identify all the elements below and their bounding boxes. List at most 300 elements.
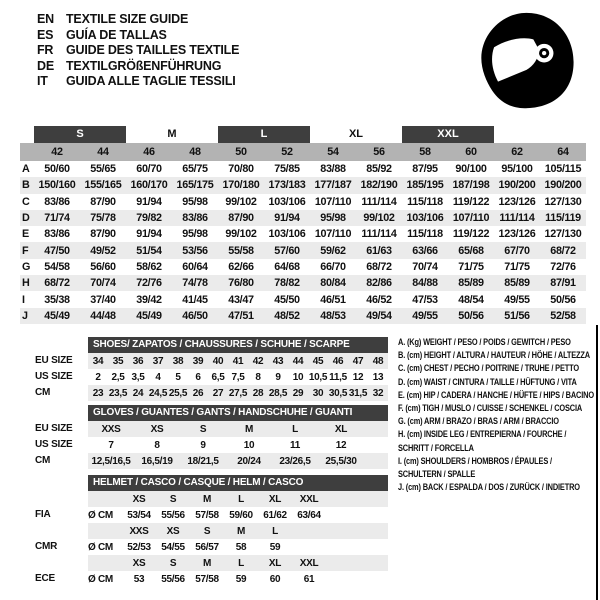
row-label-spacer xyxy=(20,523,88,539)
measurement-value: 91/94 xyxy=(136,228,162,241)
row-label-spacer xyxy=(20,491,88,507)
size-value: 34 xyxy=(92,355,104,367)
measurement-value: 103/106 xyxy=(268,228,306,241)
diameter-unit: Ø CM xyxy=(88,573,113,585)
row-label-spacer xyxy=(20,555,88,571)
legend-line: E. (cm) HIP / CADERA / HANCHE / HÜFTE / HIPS / BACINO xyxy=(398,389,594,401)
measurement-value: 53/56 xyxy=(182,244,208,257)
section-title-row xyxy=(20,475,388,491)
measurement-value: 65/68 xyxy=(458,244,484,257)
measurement-row xyxy=(20,291,586,307)
legend-entry xyxy=(398,376,594,389)
measurement-value: 49/54 xyxy=(366,309,392,322)
row-letter: J xyxy=(22,309,28,322)
measurement-value: 70/80 xyxy=(228,163,254,176)
language-row xyxy=(37,74,239,90)
size-group-label: M xyxy=(167,128,177,140)
size-value: 9 xyxy=(200,439,206,451)
helmet-value-row xyxy=(20,539,388,555)
row-letter: C xyxy=(22,195,30,208)
size-value: 46 xyxy=(332,355,344,367)
size-number: 46 xyxy=(143,146,155,158)
measurement-value: 68/72 xyxy=(550,244,576,257)
measurement-value: 123/126 xyxy=(498,195,536,208)
helmet-size: M xyxy=(236,525,246,537)
size-value: 16,5/19 xyxy=(141,455,173,467)
measurement-value: 50/56 xyxy=(550,293,576,306)
size-value: 11 xyxy=(290,439,300,451)
size-value: 11,5 xyxy=(329,371,347,383)
section-title: SHOES/ ZAPATOS / CHAUSSURES / SCHUHE / SCARPE xyxy=(88,337,388,353)
size-value: 10,5 xyxy=(308,371,328,383)
helmet-value: 53 xyxy=(133,573,145,585)
size-value: 30 xyxy=(312,387,324,399)
row-values xyxy=(88,421,388,437)
measurement-value: 160/170 xyxy=(130,179,168,192)
legend-entry xyxy=(398,428,594,454)
legend-line: G. (cm) ARM / BRAZO / BRAS / ARM / BRACCIO xyxy=(398,416,559,428)
measurement-row xyxy=(20,210,586,226)
row-label: EU SIZE xyxy=(35,423,73,434)
measurement-value: 52/58 xyxy=(550,309,576,322)
size-value: 12 xyxy=(335,439,347,451)
size-value: 4 xyxy=(155,371,161,383)
size-group-label: XL xyxy=(348,128,364,140)
size-value: 25,5/30 xyxy=(325,455,357,467)
textile-size-table xyxy=(20,126,586,324)
size-value: 18/21,5 xyxy=(187,455,219,467)
helmet-size: XS xyxy=(166,525,180,537)
language-code: EN xyxy=(37,12,54,26)
size-value: 6,5 xyxy=(211,371,225,383)
language-title: GUÍA DE TALLAS xyxy=(66,27,167,42)
helmet-value: 52/53 xyxy=(127,541,151,553)
language-list xyxy=(37,12,239,90)
measurement-value: 64/68 xyxy=(274,260,300,273)
measurement-value: 87/90 xyxy=(90,195,116,208)
standard-label: FIA xyxy=(35,509,51,520)
measurement-value: 67/70 xyxy=(504,244,530,257)
helmet-value: 59 xyxy=(269,541,281,553)
legend-entry xyxy=(398,349,594,362)
helmet-size: S xyxy=(169,557,177,569)
helmet-value: 54/55 xyxy=(161,541,185,553)
size-number: 42 xyxy=(51,146,63,158)
size-value: 6 xyxy=(195,371,201,383)
helmet-value: 59 xyxy=(235,573,247,585)
size-value: 35 xyxy=(112,355,124,367)
legend-entry xyxy=(398,402,594,415)
measurement-value: 87/95 xyxy=(412,163,438,176)
measurement-value: 50/56 xyxy=(458,309,484,322)
legend-line: J. (cm) BACK / ESPALDA / DOS / ZURÜCK / INDIETRO xyxy=(398,482,580,494)
measurement-value: 84/88 xyxy=(412,277,438,290)
measurement-value: 85/89 xyxy=(458,277,484,290)
helmet-size: XL xyxy=(268,557,282,569)
measurement-value: 119/122 xyxy=(452,228,490,241)
row-label: US SIZE xyxy=(35,439,73,450)
measurement-value: 49/52 xyxy=(90,244,116,257)
measurement-value: 75/85 xyxy=(274,163,300,176)
size-value: 47 xyxy=(352,355,364,367)
size-number: 56 xyxy=(373,146,385,158)
measurement-value: 75/78 xyxy=(90,212,116,225)
gloves-size-table xyxy=(20,405,388,469)
size-row xyxy=(20,385,388,401)
measurement-value: 99/102 xyxy=(363,212,395,225)
helmet-value: 60 xyxy=(269,573,281,585)
size-value: 40 xyxy=(212,355,224,367)
row-letter: E xyxy=(22,228,29,241)
size-value: 8 xyxy=(255,371,261,383)
size-value: 29 xyxy=(292,387,304,399)
size-group-label: L xyxy=(218,126,310,143)
helmet-value: 59/60 xyxy=(229,509,253,521)
size-value: 28 xyxy=(252,387,264,399)
language-row xyxy=(37,59,239,75)
language-title: TEXTILGRÖßENFÜHRUNG xyxy=(66,58,222,73)
helmet-size: L xyxy=(238,557,244,569)
language-code: IT xyxy=(37,74,48,89)
legend-line: SCHULTERN / SPALLE xyxy=(398,469,476,481)
size-row xyxy=(20,353,388,369)
measurement-value: 60/70 xyxy=(136,163,162,176)
measurement-value: 46/50 xyxy=(182,309,208,322)
measurement-value: 66/70 xyxy=(320,260,346,273)
measurement-row xyxy=(20,226,586,242)
helmet-value: 61 xyxy=(303,573,315,585)
measurement-value: 107/110 xyxy=(452,212,490,225)
size-value: 2,5 xyxy=(111,371,125,383)
legend-line: C. (cm) CHEST / PECHO / POITRINE / TRUHE / PETTO xyxy=(398,363,579,375)
row-values xyxy=(88,385,388,401)
size-number: 48 xyxy=(189,146,201,158)
measurement-value: 51/54 xyxy=(136,244,162,257)
measurement-value: 83/88 xyxy=(320,163,346,176)
row-letter: D xyxy=(22,212,30,225)
measurement-value: 99/102 xyxy=(225,195,257,208)
language-title: GUIDA ALLE TAGLIE TESSILI xyxy=(66,74,236,89)
title-spacer xyxy=(20,405,88,421)
measurement-value: 103/106 xyxy=(268,195,306,208)
measurement-value: 105/115 xyxy=(544,163,582,176)
measurement-value: 55/58 xyxy=(228,244,254,257)
helmet-size: S xyxy=(169,493,177,505)
diameter-unit: Ø CM xyxy=(88,509,113,521)
measurement-value: 190/200 xyxy=(498,179,536,192)
measurement-value: 63/66 xyxy=(412,244,438,257)
row-letter: G xyxy=(22,260,31,273)
measurement-value: 95/98 xyxy=(182,228,208,241)
size-value: 38 xyxy=(172,355,184,367)
size-row xyxy=(20,437,388,453)
measurement-value: 90/100 xyxy=(455,163,487,176)
legend-line: A. (Kg) WEIGHT / PESO / POIDS / GEWITCH / PESO xyxy=(398,337,571,348)
size-value: 2 xyxy=(95,371,101,383)
measurement-value: 65/75 xyxy=(182,163,208,176)
measurement-value: 83/86 xyxy=(44,228,70,241)
section-title: HELMET / CASCO / CASQUE / HELM / CASCO xyxy=(88,475,388,491)
measurement-value: 95/98 xyxy=(320,212,346,225)
size-value: 39 xyxy=(192,355,204,367)
helmet-value: 61/62 xyxy=(263,509,287,521)
size-value: 12 xyxy=(352,371,364,383)
measurement-value: 57/60 xyxy=(274,244,300,257)
measurement-row xyxy=(20,259,586,275)
measurement-value: 78/82 xyxy=(274,277,300,290)
measurement-value: 48/52 xyxy=(274,309,300,322)
size-value: 23 xyxy=(92,387,104,399)
size-group-row xyxy=(20,126,586,143)
measurement-value: 59/62 xyxy=(320,244,346,257)
row-values xyxy=(88,571,388,587)
row-values xyxy=(88,539,388,555)
measurement-value: 39/42 xyxy=(136,293,162,306)
helmet-value: 53/54 xyxy=(127,509,151,521)
language-row xyxy=(37,28,239,44)
size-value: 48 xyxy=(372,355,384,367)
size-value: 24 xyxy=(132,387,144,399)
legend-line: H. (cm) INSIDE LEG / ENTREPIERNA / FOURCHE / xyxy=(398,429,567,441)
measurement-value: 68/72 xyxy=(366,260,392,273)
size-value: 20/24 xyxy=(237,455,261,467)
size-row xyxy=(20,369,388,385)
measurement-value: 103/106 xyxy=(406,212,444,225)
size-value: 28,5 xyxy=(268,387,288,399)
measurement-value: 82/86 xyxy=(366,277,392,290)
helmet-value: 55/56 xyxy=(161,573,185,585)
legend-entry xyxy=(398,455,594,481)
size-number: 62 xyxy=(511,146,523,158)
row-letter: H xyxy=(22,277,30,290)
measurement-row xyxy=(20,194,586,210)
helmet-size: L xyxy=(238,493,244,505)
measurement-row xyxy=(20,161,586,177)
row-letter: F xyxy=(22,244,29,257)
size-value: 26 xyxy=(192,387,204,399)
measurement-value: 58/62 xyxy=(136,260,162,273)
standard-label: ECE xyxy=(35,573,55,584)
measurement-row xyxy=(20,242,586,258)
helmet-size: XXL xyxy=(299,557,319,569)
measurement-value: 95/100 xyxy=(501,163,533,176)
legend-entry xyxy=(398,389,594,402)
legend-entry xyxy=(398,481,594,494)
size-value: 23,5 xyxy=(108,387,128,399)
legend-entry xyxy=(398,362,594,375)
helmet-size: L xyxy=(272,525,278,537)
row-values xyxy=(88,437,388,453)
measurement-value: 41/45 xyxy=(182,293,208,306)
right-divider-rule xyxy=(596,325,598,600)
section-title-row xyxy=(20,337,388,353)
row-letter: I xyxy=(22,293,25,306)
size-value: XXS xyxy=(101,423,121,435)
size-value: 30,5 xyxy=(328,387,348,399)
language-title: GUIDE DES TAILLES TEXTILE xyxy=(66,43,240,58)
measurement-value: 35/38 xyxy=(44,293,70,306)
size-value: 12,5/16,5 xyxy=(91,455,131,467)
size-number-row xyxy=(20,143,586,161)
helmet-size: XXL xyxy=(299,493,319,505)
helmet-size-label-row xyxy=(20,523,388,539)
standard-label: CMR xyxy=(35,541,58,552)
measurement-value: 111/114 xyxy=(499,212,535,225)
size-value: M xyxy=(244,423,254,435)
size-value: 23/26,5 xyxy=(279,455,311,467)
measurement-value: 70/74 xyxy=(412,260,438,273)
row-label: EU SIZE xyxy=(35,355,73,366)
measurement-value: 87/91 xyxy=(550,277,576,290)
helmet-size: S xyxy=(203,525,211,537)
measurement-value: 76/80 xyxy=(228,277,254,290)
helmet-value: 58 xyxy=(235,541,247,553)
size-number: 64 xyxy=(557,146,569,158)
section-title: GLOVES / GUANTES / GANTS / HANDSCHUHE / GUANTI xyxy=(88,405,388,421)
size-value: 45 xyxy=(312,355,324,367)
size-group-label: XXL xyxy=(402,126,494,143)
helmet-value: 57/58 xyxy=(195,573,219,585)
row-label: CM xyxy=(35,455,51,466)
measurement-value: 68/72 xyxy=(44,277,70,290)
row-letter: A xyxy=(22,163,30,176)
measurement-value: 190/200 xyxy=(544,179,582,192)
row-letter: B xyxy=(22,179,30,192)
measurement-value: 46/52 xyxy=(366,293,392,306)
size-number: 52 xyxy=(281,146,293,158)
size-value: 41 xyxy=(232,355,244,367)
size-value: 42 xyxy=(252,355,264,367)
measurement-value: 74/78 xyxy=(182,277,208,290)
measurement-value: 55/65 xyxy=(90,163,116,176)
measurement-value: 115/118 xyxy=(407,195,443,208)
size-row xyxy=(20,453,388,469)
measurement-value: 48/54 xyxy=(458,293,484,306)
size-number: 50 xyxy=(235,146,247,158)
size-value: 13 xyxy=(372,371,384,383)
helmet-size: XS xyxy=(132,493,146,505)
size-value: 5 xyxy=(175,371,181,383)
measurement-value: 107/110 xyxy=(314,195,352,208)
size-value: S xyxy=(199,423,207,435)
lower-size-tables xyxy=(20,337,388,587)
measurement-value: 56/60 xyxy=(90,260,116,273)
measurement-value: 49/55 xyxy=(504,293,530,306)
size-number: 60 xyxy=(465,146,477,158)
racing-helmet-icon xyxy=(462,8,588,114)
size-value: XL xyxy=(334,423,348,435)
size-value: 10 xyxy=(292,371,304,383)
measurement-value: 91/94 xyxy=(274,212,300,225)
size-number: 54 xyxy=(327,146,339,158)
measurement-value: 87/90 xyxy=(90,228,116,241)
measurement-value: 95/98 xyxy=(182,195,208,208)
size-value: 10 xyxy=(243,439,255,451)
measurement-value: 49/55 xyxy=(412,309,438,322)
measurement-value: 111/114 xyxy=(361,195,397,208)
measurement-value: 37/40 xyxy=(90,293,116,306)
measurement-value: 47/50 xyxy=(44,244,70,257)
size-value: 7 xyxy=(108,439,114,451)
language-code: DE xyxy=(37,58,54,73)
helmet-value: 57/58 xyxy=(195,509,219,521)
measurement-value: 44/48 xyxy=(90,309,116,322)
legend-line: SCHRITT / FORCELLA xyxy=(398,442,474,454)
helmet-value: 56/57 xyxy=(195,541,219,553)
measurement-value: 71/74 xyxy=(44,212,70,225)
size-row xyxy=(20,421,388,437)
measurement-row xyxy=(20,275,586,291)
size-value: 44 xyxy=(292,355,304,367)
section-title-row xyxy=(20,405,388,421)
size-value: 8 xyxy=(154,439,160,451)
measurement-value: 165/175 xyxy=(176,179,214,192)
size-value: 37 xyxy=(152,355,164,367)
legend-entry xyxy=(398,336,594,349)
row-values xyxy=(88,507,388,523)
legend-line: D. (cm) WAIST / CINTURA / TAILLE / HÜFTUNG / VITA xyxy=(398,376,577,388)
helmet-size-label-row xyxy=(20,491,388,507)
language-code: FR xyxy=(37,43,54,58)
measurement-value: 72/76 xyxy=(136,277,162,290)
helmet-size-table xyxy=(20,475,388,587)
measurement-value: 48/53 xyxy=(320,309,346,322)
measurement-value: 71/75 xyxy=(458,260,484,273)
measurement-value: 182/190 xyxy=(360,179,398,192)
language-title: TEXTILE SIZE GUIDE xyxy=(66,12,189,26)
size-value: 24,5 xyxy=(148,387,168,399)
measurement-value: 185/195 xyxy=(406,179,444,192)
size-group-label: S xyxy=(34,126,126,143)
size-number: 44 xyxy=(97,146,109,158)
row-values xyxy=(88,555,388,571)
measurement-value: 45/49 xyxy=(44,309,70,322)
size-value: 32 xyxy=(372,387,384,399)
measurement-value: 45/50 xyxy=(274,293,300,306)
helmet-value: 55/56 xyxy=(161,509,185,521)
measurement-value: 173/183 xyxy=(268,179,306,192)
size-value: 25,5 xyxy=(168,387,188,399)
size-value: 3,5 xyxy=(131,371,145,383)
legend-line: I. (cm) SHOULDERS / HOMBROS / ÉPAULES / xyxy=(398,455,552,467)
measurement-value: 70/74 xyxy=(90,277,116,290)
measurement-value: 87/90 xyxy=(228,212,254,225)
row-values xyxy=(88,453,388,469)
row-values xyxy=(88,369,388,385)
language-code: ES xyxy=(37,27,54,42)
measurement-value: 85/92 xyxy=(366,163,392,176)
measurement-value: 91/94 xyxy=(136,195,162,208)
helmet-size: M xyxy=(202,493,212,505)
measurement-value: 61/63 xyxy=(366,244,392,257)
language-row xyxy=(37,43,239,59)
measurement-value: 50/60 xyxy=(44,163,70,176)
row-label: CM xyxy=(35,387,51,398)
measurement-value: 119/122 xyxy=(452,195,490,208)
helmet-size: XXS xyxy=(129,525,149,537)
measurement-value: 115/118 xyxy=(407,228,443,241)
helmet-size: M xyxy=(202,557,212,569)
shoes-size-table xyxy=(20,337,388,401)
helmet-value-row xyxy=(20,571,388,587)
measurement-row xyxy=(20,308,586,324)
legend-line: F. (cm) TIGH / MUSLO / CUISSE / SCHENKEL / COSCIA xyxy=(398,403,583,415)
measurement-value: 115/119 xyxy=(545,212,581,225)
measurement-value: 177/187 xyxy=(314,179,352,192)
measurement-value: 170/180 xyxy=(222,179,260,192)
row-label: US SIZE xyxy=(35,371,73,382)
size-value: XS xyxy=(150,423,164,435)
